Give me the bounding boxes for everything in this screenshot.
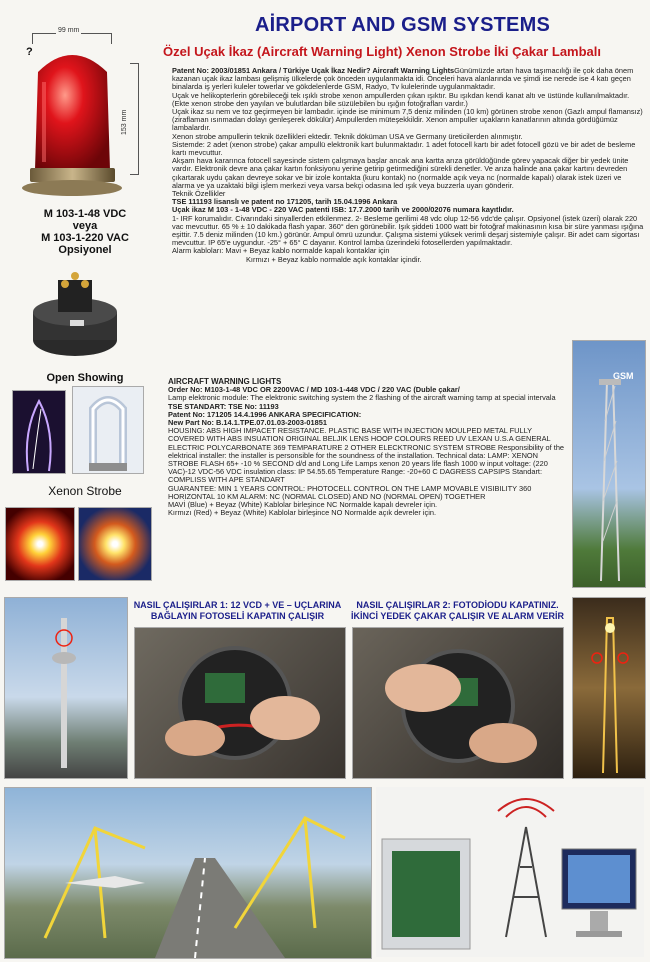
wiring-photo-1 [134, 627, 346, 779]
english-spec-block [168, 377, 568, 517]
english-paragraph: GUARANTEE: MIN 1 YEARS CONTROL: PHOTOCELL CONTROL ON THE LAMP MOVABLE VISIBILITY 360 HORIZONTAL 10 KM ALARM: NC (NORMAL CLOSED) AND NO (NORMAL OPEN) TOGETHER [168, 483, 532, 501]
english-paragraph: Kırmızı (Red) + Beyaz (White) Kablolar birleşince NO Normalde açık devreler için. [168, 508, 436, 518]
tse-standard: TSE STANDART: TSE No: 11193 [168, 401, 279, 411]
order-no: Order No: M103-1-48 VDC OR 2200VAC / MD 103-1-448 VDC / 220 VAC (Duble çakar/ [168, 385, 460, 395]
step-2-line-1: NASIL ÇALIŞIRLAR 2: FOTODİODU KAPATINIZ. [356, 600, 559, 610]
page-title: AİRPORT AND GSM SYSTEMS [255, 14, 550, 36]
spec-paragraph: Alarm kabloları: Mavi + Beyaz kablo normalde kapalı kontaklar için [172, 246, 390, 256]
height-dimension-line [130, 63, 139, 175]
page-subtitle: Özel Uçak İkaz (Aircraft Warning Light) Xenon Strobe İki Çakar Lambalı [163, 44, 602, 59]
wiring-photo-2 [352, 627, 564, 779]
tse-line: TSE 111193 lisanslı ve patent no 171205, tarih 15.04.1996 Ankara [172, 197, 398, 207]
english-paragraph: HOUSING: ABS HIGH IMPACET RESISTANCE. PLASTIC BASE WITH INJECTION MOULPED METAL FULLY COVERED WITH ABS INSUATION ORIGINAL BELJIK LENS HOOP COLOURS REED UV LEXAN U.S.A GENERAL ELECTRIC POLYCARBONATE 369 TEMPARATURE 2 OTHER ELECKTRONIC SYSTEM STROBE Responsibility of the elektrical installer: the installer is personsible for the soundness of the installation. Technical data: LAMP: XENON STROBE FLASH 65+ -10 % SECOND d/d and Long Life Lamps xenon 20 years life flash 1000 w input voltage: (220 VAC)-12 VDC-56 VDC insulation class: IP 54.55.65 Temperature Range: -20+60 C DAGRESS CAPSIPS Standart: COMPLISS WITH APE STANDART [168, 426, 565, 485]
new-part-no: New Part No: B.14.1.TPE.07.01.03-2003-01851 [168, 418, 327, 428]
question-mark-label: ? [26, 46, 33, 58]
flash-burst-photo-blue [78, 507, 152, 581]
step-2-line-2: İKİNCİ YEDEK ÇAKAR ÇALIŞIR VE ALARM VERİR [350, 611, 565, 621]
model-line-3: M 103-1-220 VAC [41, 232, 129, 244]
strobe-flash-photo [12, 390, 66, 474]
gsm-label: GSM [613, 371, 634, 381]
step-1-line-1: NASIL ÇALIŞIRLAR 1: 12 VCD + VE – UÇLARINA [133, 600, 342, 610]
xenon-tube-photo [72, 386, 144, 474]
intro-paragraph: Uçak ikaz su nem ve toz geçirmeyen bir lambadır. içinde ise minimum 7,5 deniz milinden (10 km) görünen strobe xenon (Gazlı ampul flamansız) (ziraflaman ısınmadan dolayı genleşerek dökülür) Ampullerden müteşekkildir. Xenon ampuller uçakların kanatlarının altında gördüğümüz lambalardır. [172, 107, 643, 133]
system-components-photo [376, 787, 644, 957]
patent-text: Patent No: 171205 14.4.1996 ANKARA SPECIFICATION: [168, 409, 362, 419]
open-lamp-internals-image [30, 262, 120, 362]
model-line-1: M 103-1-48 VDC [43, 208, 127, 220]
intro-paragraph: Akşam hava kararınca fotocell sayesinde sistem çalışmaya başlar ancak ana kartta arıza görüldüğünde görev yapacak diğer bir yedek ünite vardır. Elektronik devre ana çakar kartın fonksiyonu yerine getirip getirmediğini sürekli denetler. Ve arıza halinde ana çakar kartını devreden çıkartarak uydu çakarı devreye sokar ve bir izole kontakta (kuru kontak) no (normalde açık veya nc (normalde kapalı) olarak istek üzeri ve alarma ve ya uzaktaki bilgi işlem merkezi veya varsa bekçi odasına led ışık veya buzzerla uyarı gönderir. [172, 156, 629, 190]
xenon-strobe-caption: Xenon Strobe [48, 484, 122, 498]
flash-burst-photo-red [5, 507, 75, 581]
intro-paragraph: Sistemde: 2 adet (xenon strobe) çakar ampullü elektronik kart bulunmaktadır. 1 adet fotocell kartı bir adet fotocell gözü ve bir adet de besleme kartı mevcuttur. [172, 139, 636, 158]
width-dimension-label: 99 mm [58, 27, 80, 34]
module-text: Lamp elektronic module: The elektronic switching system the 2 flashing of the aircraft warning tamp at special intervala [168, 393, 556, 403]
intro-paragraph: Günümüzde artan hava taşımacılığı ile çok daha önem kazanan uçak ikaz lambası gelişmiş ülkelerde çok önceden uygulanmakta idi. Önceleri hava alanlarında ve şimdi ise nerede ise 4 katı geçen binalarda iş yerleri kuleler towerlar ve gökdelenlerde GSM, Radyo, Tv kulelerinde uygulanmaktadır. [172, 66, 634, 92]
intro-patent-lead: Patent No: 2003/01851 Ankara / Türkiye Uçak İkaz Nedir? Aircraft Warning Lights [172, 66, 455, 75]
red-beacon-lamp-image [20, 42, 125, 200]
step-1-line-2: BAĞLAYIN FOTOSELİ KAPATIN ÇALIŞIR [150, 611, 325, 621]
intro-paragraph: Xenon strobe ampullerin teknik özellikleri ektedir. Teknik döküman USA ve Germany üreticilerden alınmıştır. [172, 131, 523, 141]
tv-tower-photo [4, 597, 128, 779]
spec-paragraph: 1- IRF korumalıdır. Civarındaki sinyallerden etkilenmez. 2- Besleme gerilimi 48 vdc olup 12-56 vdc'de çalışır. Opsiyonel (istek üzeri) olarak 220 vac mevcuttur. 65 % ± 10 dakikada flash yapar. 360° den görünebilir. Işık şiddeti 1000 watt bir fotoğraf makinasının kısa bir süre yanması ışığına eşittir. 7.5 deniz milinden (10 km.) görünür. Ampul ömrü uzundur. Çalışma sistemi yüksek verimli deşarj sistemiyle çalışır. Bir adet cam sigortası mevcuttur. IP 65'e uygundur. -25° + 65° C dayanır. Kontrol lamba üzerindeki fotosellerden yapılmaktadır. [172, 213, 644, 248]
step-2-caption [350, 600, 565, 622]
model-line-4: Opsiyonel [58, 244, 112, 256]
isb-line: Uçak ikaz M 103 - 1-48 VDC - 220 VAC patenti ISB: 17.7.2000 tarih ve 2000/02076 numara kayıtlıdır. [172, 205, 514, 215]
gsm-tower-photo [572, 340, 646, 588]
english-heading: AIRCRAFT WARNING LIGHTS [168, 377, 282, 386]
height-dimension-label: 153 mm [121, 109, 128, 135]
intro-paragraph: Uçak ve helikopterlerin görebileceği tek ışıklı strobe xenon ampullerden çıkan ışıktır. Bu ışıkdan kendi kanat altı ve üstünde kullanılmaktadır. (Ekte xenon strobe den yayılan ve bulutlardan bile süzülebilen bu ışığın fotoğrafları vardır.) [172, 90, 630, 108]
intro-paragraph: Teknik Özellikler [172, 189, 226, 199]
english-paragraph: MAVİ (Blue) + Beyaz (White) Kablolar birleşince NC Normalde kapalı devreler için. [168, 500, 438, 510]
model-line-2: veya [72, 220, 98, 232]
airport-runway-photo [4, 787, 372, 959]
open-showing-caption: Open Showing [46, 372, 124, 384]
intro-text-block [172, 67, 644, 264]
tower-top-lights-photo [572, 597, 646, 779]
spec-paragraph: Kırmızı + Beyaz kablo normalde açık kontaklar içindir. [246, 254, 422, 264]
step-1-caption [130, 600, 345, 622]
